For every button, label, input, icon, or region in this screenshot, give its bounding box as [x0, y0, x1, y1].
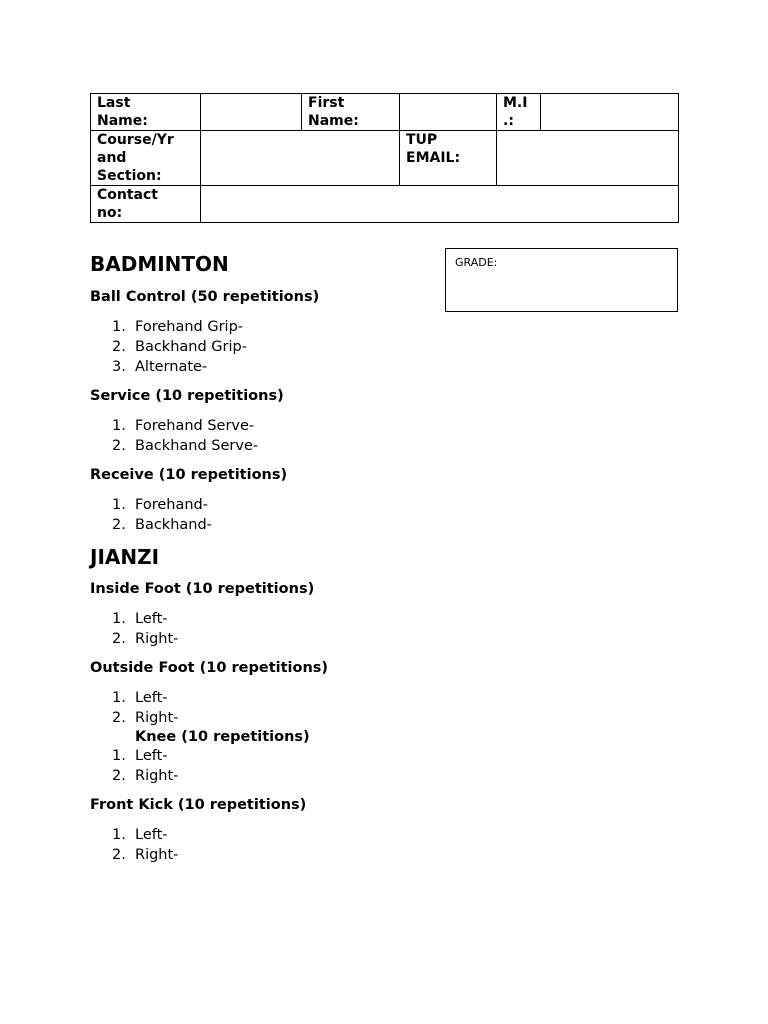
list-item-text: Right-: [135, 847, 179, 863]
list-number: 2.: [112, 710, 126, 726]
list-number: 2.: [112, 438, 126, 454]
last-name-field[interactable]: [201, 94, 302, 131]
mi-label: M.I .:: [497, 94, 541, 131]
subsection-front-kick: Front Kick (10 repetitions): [90, 797, 307, 813]
list-number: 2.: [112, 847, 126, 863]
list-number: 1.: [112, 611, 126, 627]
student-info-table: [90, 93, 679, 223]
table-row: [91, 186, 679, 223]
list-item-text: Forehand-: [135, 497, 208, 513]
list-number: 1.: [112, 319, 126, 335]
list-item: [90, 708, 430, 728]
activity-content: [90, 252, 430, 865]
subsection-receive: Receive (10 repetitions): [90, 467, 288, 483]
email-field[interactable]: [497, 131, 679, 186]
section-title-badminton: BADMINTON: [90, 252, 229, 276]
list-item: [90, 357, 430, 377]
list-number: 2.: [112, 339, 126, 355]
list-item: [90, 845, 430, 865]
grade-label: GRADE:: [455, 256, 498, 269]
first-name-field[interactable]: [400, 94, 497, 131]
subsection-inside-foot: Inside Foot (10 repetitions): [90, 581, 315, 597]
list-item: [90, 688, 430, 708]
list-item: [90, 609, 430, 629]
course-field[interactable]: [201, 131, 400, 186]
list-number: 2.: [112, 517, 126, 533]
subsection-service: Service (10 repetitions): [90, 388, 284, 404]
list-item: [90, 416, 430, 436]
subsection-ball-control: Ball Control (50 repetitions): [90, 289, 320, 305]
front-kick-list: [90, 825, 430, 865]
table-row: [91, 94, 679, 131]
list-item-text: Alternate-: [135, 359, 208, 375]
list-item: [90, 495, 430, 515]
list-item-text: Forehand Serve-: [135, 418, 255, 434]
list-item: [90, 825, 430, 845]
list-item-text: Right-: [135, 768, 179, 784]
list-number: 2.: [112, 768, 126, 784]
list-item-text: Left-: [135, 690, 168, 706]
receive-list: [90, 495, 430, 535]
list-item-text: Backhand-: [135, 517, 212, 533]
table-row: [91, 131, 679, 186]
list-item: [90, 766, 430, 786]
grade-box[interactable]: [445, 248, 678, 312]
list-item: [90, 436, 430, 456]
list-item: [90, 337, 430, 357]
list-item-text: Right-: [135, 631, 179, 647]
list-item-text: Left-: [135, 611, 168, 627]
list-number: 1.: [112, 418, 126, 434]
last-name-label: Last Name:: [91, 94, 201, 131]
outside-foot-list: [90, 688, 430, 728]
list-number: 1.: [112, 690, 126, 706]
list-item-text: Backhand Grip-: [135, 339, 247, 355]
list-number: 3.: [112, 359, 126, 375]
list-item-text: Backhand Serve-: [135, 438, 259, 454]
list-item-text: Right-: [135, 710, 179, 726]
service-list: [90, 416, 430, 456]
section-title-jianzi: JIANZI: [90, 545, 160, 569]
knee-list: [90, 746, 430, 786]
list-number: 1.: [112, 748, 126, 764]
first-name-label: First Name:: [302, 94, 400, 131]
list-item-text: Forehand Grip-: [135, 319, 243, 335]
mi-field[interactable]: [541, 94, 679, 131]
email-label: TUP EMAIL:: [400, 131, 497, 186]
list-item: [90, 746, 430, 766]
list-item: [90, 317, 430, 337]
subsection-knee: Knee (10 repetitions): [135, 729, 310, 745]
contact-field[interactable]: [201, 186, 679, 223]
ball-control-list: [90, 317, 430, 377]
list-item: [90, 629, 430, 649]
list-number: 1.: [112, 497, 126, 513]
list-item: [90, 515, 430, 535]
inside-foot-list: [90, 609, 430, 649]
list-number: 1.: [112, 827, 126, 843]
course-label: Course/Yr and Section:: [91, 131, 201, 186]
contact-label: Contact no:: [91, 186, 201, 223]
list-number: 2.: [112, 631, 126, 647]
list-item-text: Left-: [135, 827, 168, 843]
subsection-outside-foot: Outside Foot (10 repetitions): [90, 660, 329, 676]
list-item-text: Left-: [135, 748, 168, 764]
